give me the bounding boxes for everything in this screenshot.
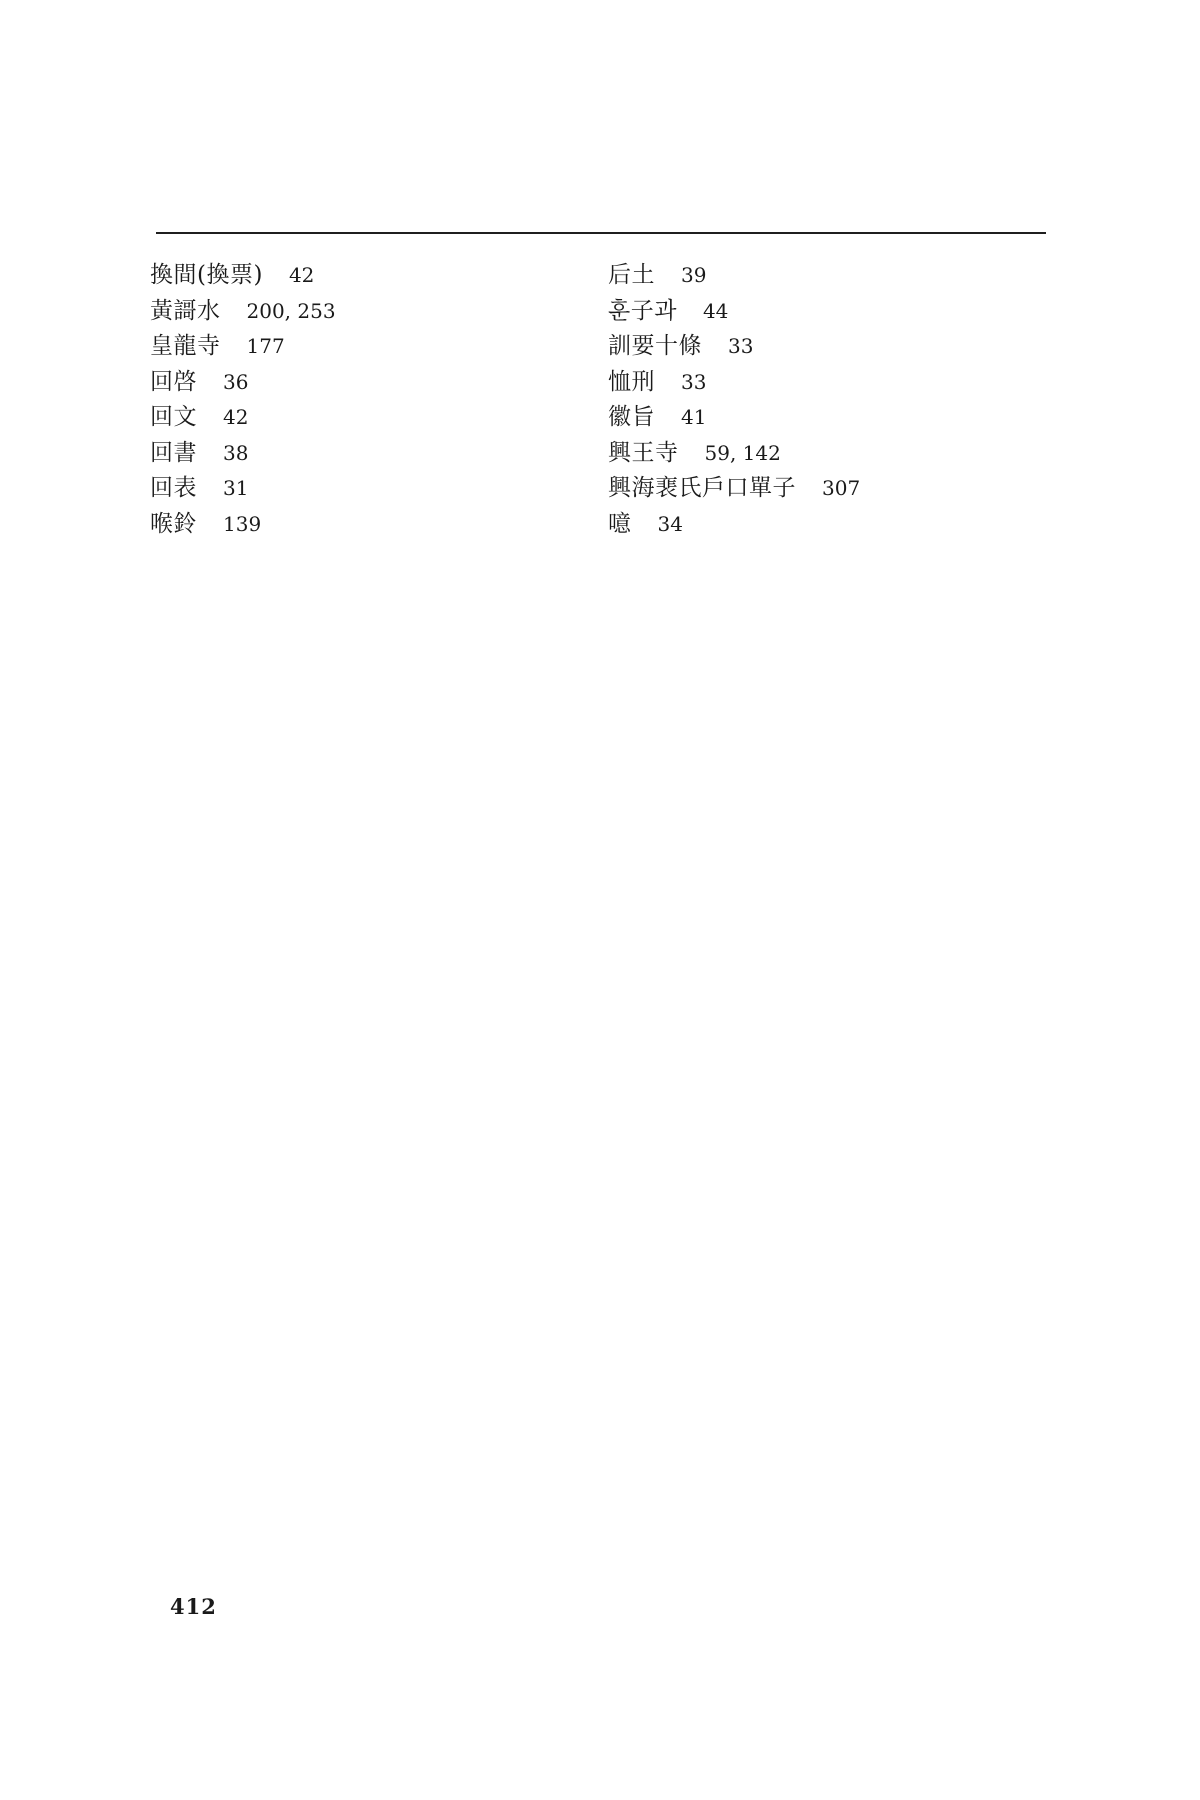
index-term: 興王寺 bbox=[608, 439, 679, 466]
index-entry bbox=[608, 258, 860, 294]
index-pages: 44 bbox=[702, 298, 729, 323]
index-pages: 42 bbox=[223, 405, 249, 429]
index-pages: 31 bbox=[223, 476, 249, 500]
index-entry bbox=[150, 365, 336, 401]
index-term: 回啓 bbox=[150, 368, 197, 395]
index-column-right bbox=[608, 258, 860, 542]
index-pages: 42 bbox=[288, 263, 315, 287]
index-term: 徽旨 bbox=[608, 404, 655, 430]
index-term: 黃謌水 bbox=[150, 297, 221, 324]
index-entry bbox=[608, 507, 860, 543]
index-term: 喉鈴 bbox=[150, 510, 197, 537]
index-pages: 38 bbox=[223, 440, 249, 465]
index-term: 皇龍寺 bbox=[150, 333, 221, 359]
index-term: 回文 bbox=[150, 404, 197, 430]
index-term: 훈子과 bbox=[608, 297, 677, 324]
index-entry bbox=[608, 471, 860, 507]
index-entry bbox=[150, 507, 336, 543]
index-pages: 139 bbox=[223, 511, 262, 536]
index-entry bbox=[150, 329, 336, 365]
index-entry bbox=[608, 329, 860, 365]
index-term: 恤刑 bbox=[608, 368, 655, 395]
index-entry bbox=[150, 258, 336, 294]
index-entry bbox=[608, 365, 860, 401]
index-pages: 34 bbox=[657, 511, 683, 536]
index-term: 后土 bbox=[608, 262, 655, 288]
index-entry bbox=[150, 471, 336, 507]
index-pages: 200, 253 bbox=[246, 298, 336, 323]
index-pages: 33 bbox=[681, 369, 707, 394]
index-pages: 33 bbox=[728, 334, 754, 358]
header-rule bbox=[156, 232, 1046, 234]
index-term: 回書 bbox=[150, 439, 197, 466]
index-term: 換間(換票) bbox=[150, 262, 263, 288]
index-entry bbox=[150, 436, 336, 472]
index-term: 訓要十條 bbox=[608, 333, 702, 359]
index-column-left bbox=[150, 258, 336, 542]
index-pages: 41 bbox=[681, 405, 707, 429]
index-pages: 307 bbox=[822, 476, 861, 500]
index-entry bbox=[608, 400, 860, 436]
index-pages: 177 bbox=[246, 334, 285, 358]
index-pages: 59, 142 bbox=[704, 440, 781, 465]
index-pages: 39 bbox=[681, 263, 707, 287]
index-pages: 36 bbox=[223, 369, 249, 394]
index-entry bbox=[150, 400, 336, 436]
index-entry bbox=[608, 294, 860, 330]
index-entry bbox=[150, 294, 336, 330]
index-term: 興海裵氏戶口單子 bbox=[608, 475, 796, 501]
index-term: 回表 bbox=[150, 475, 197, 501]
index-entry bbox=[608, 436, 860, 472]
page-number: 412 bbox=[170, 1594, 217, 1619]
index-term: 噫 bbox=[608, 510, 632, 537]
